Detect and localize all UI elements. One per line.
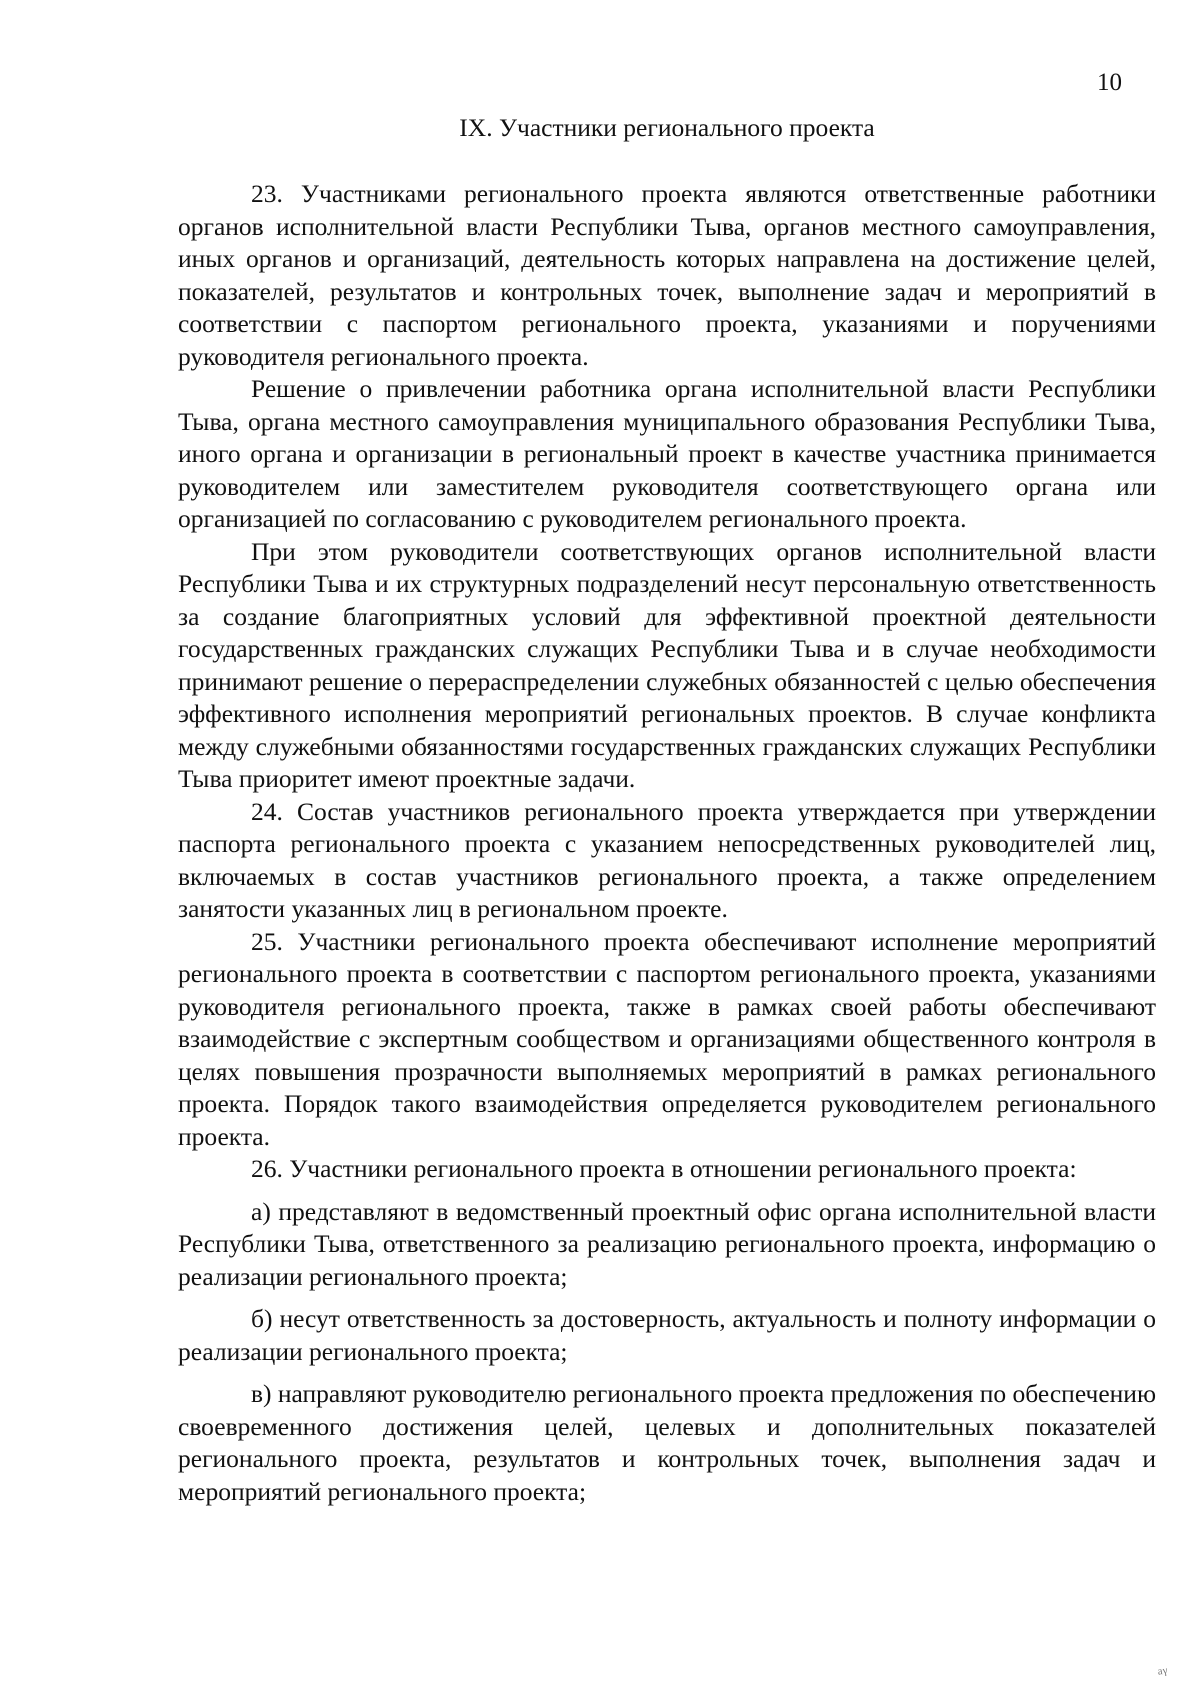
- paragraph-23: 23. Участниками регионального проекта являются ответственные работники органов исполнительной власти Республики Тыва, органов местного самоуправления, иных органов и организаций, деятельность которых направлена на достижение целей, показателей, результатов и контрольных точек, выполнение задач и мероприятий в соответствии с паспортом регионального проекта, указаниями и поручениями руководителя регионального проекта.: [178, 179, 1156, 371]
- corner-mark: ᵃᵞ: [1156, 1662, 1170, 1684]
- paragraph-decision: Решение о привлечении работника органа исполнительной власти Республики Тыва, органа местного самоуправления муниципального образования Республики Тыва, иного органа и организации в региональный проект в качестве участника принимается руководителем или заместителем руководителя соответствующего органа или организацией по согласованию с руководителем регионального проекта.: [178, 374, 1156, 533]
- list-item-b: б) несут ответственность за достоверность, актуальность и полноту информации о реализации регионального проекта;: [178, 1304, 1156, 1366]
- paragraph-24: 24. Состав участников регионального проекта утверждается при утверждении паспорта регионального проекта с указанием непосредственных руководителей лиц, включаемых в состав участников регионального проекта, а также определением занятости указанных лиц в региональном проекте.: [178, 796, 1156, 923]
- list-item-a: а) представляют в ведомственный проектный офис органа исполнительной власти Республики Тыва, ответственного за реализацию регионального проекта, информацию о реализации регионального проекта;: [178, 1196, 1156, 1291]
- document-body: [178, 112, 1156, 1508]
- section-title: IX. Участники регионального проекта: [459, 113, 875, 142]
- page-number: 10: [1097, 69, 1122, 96]
- paragraph-26: 26. Участники регионального проекта в отношении регионального проекта:: [251, 1154, 1077, 1183]
- list-item-v: в) направляют руководителю регионального проекта предложения по обеспечению своевременного достижения целей, целевых и дополнительных показателей регионального проекта, результатов и контрольных точек, выполнения задач и мероприятий регионального проекта;: [178, 1379, 1156, 1506]
- paragraph-25: 25. Участники регионального проекта обеспечивают исполнение мероприятий регионального проекта в соответствии с паспортом регионального проекта, указаниями руководителя регионального проекта, также в рамках своей работы обеспечивают взаимодействие с экспертным сообществом и организациями общественного контроля в целях повышения прозрачности выполняемых мероприятий в рамках регионального проекта. Порядок такого взаимодействия определяется руководителем регионального проекта.: [178, 926, 1156, 1151]
- paragraph-responsibility: При этом руководители соответствующих органов исполнительной власти Республики Тыва и их структурных подразделений несут персональную ответственность за создание благоприятных условий для эффективной проектной деятельности государственных гражданских служащих Республики Тыва и в случае необходимости принимают решение о перераспределении служебных обязанностей с целью обеспечения эффективного исполнения мероприятий региональных проектов. В случае конфликта между служебными обязанностями государственных гражданских служащих Республики Тыва приоритет имеют проектные задачи.: [178, 536, 1156, 793]
